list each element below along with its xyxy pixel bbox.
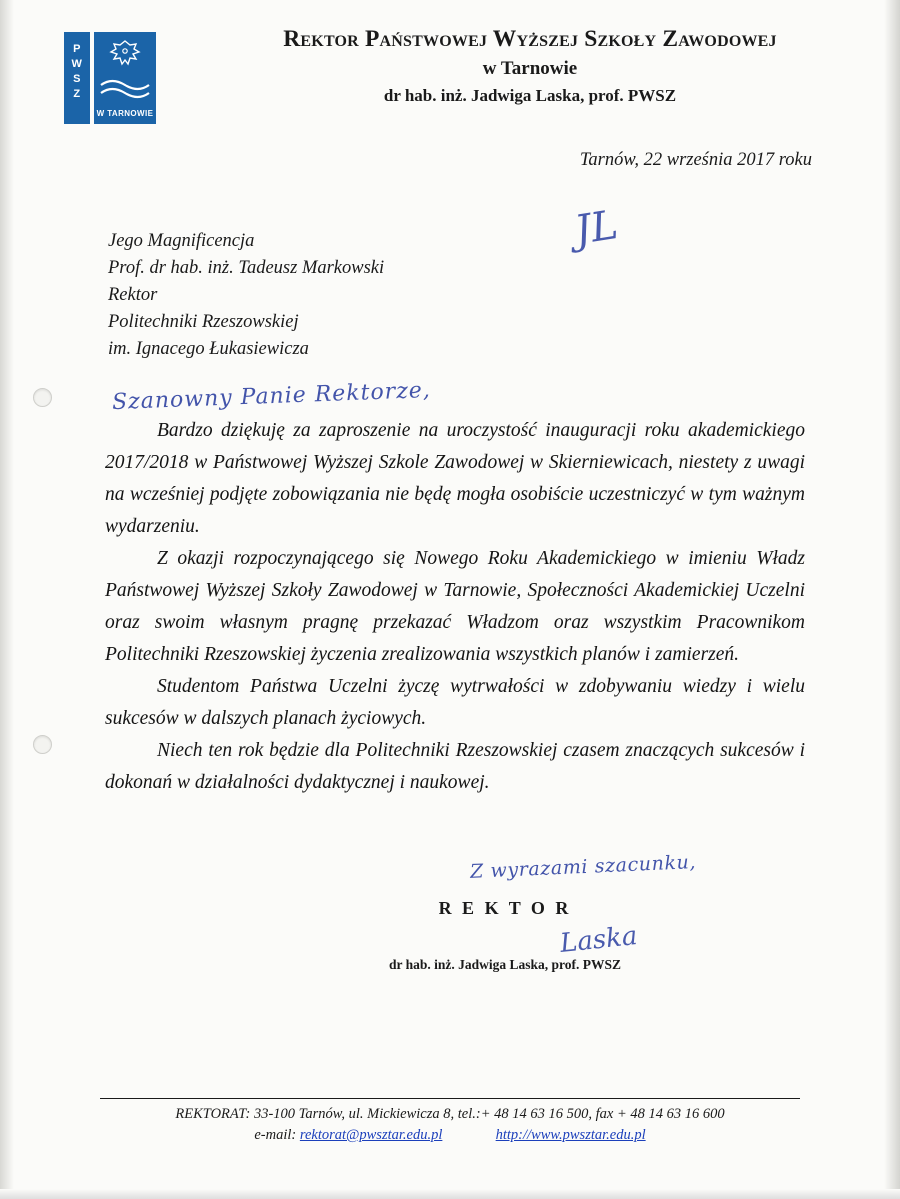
handwritten-greeting: Szanowny Panie Rektorze, xyxy=(111,377,432,416)
letterhead-title: Rektor Państwowej Wyższej Szkoły Zawodowej xyxy=(283,26,777,52)
footer-contacts xyxy=(0,1125,900,1146)
addressee-line: im. Ignacego Łukasiewicza xyxy=(108,339,309,359)
punch-hole xyxy=(33,388,52,407)
logo-caption: W TARNOWIE xyxy=(96,109,154,118)
scan-edge-left xyxy=(0,0,14,1199)
addressee-line: Jego Magnificencja xyxy=(108,231,255,251)
letterhead-city: w Tarnowie xyxy=(482,58,578,79)
addressee-line: Rektor xyxy=(108,285,158,305)
body-paragraph: Z okazji rozpoczynającego się Nowego Roku Akademickiego w imieniu Władz Państwowej Wyższej Szkoły Zawodowej w Tarnowie, Społeczności Akademickiej Uczelni oraz swoim własnym pragnę przekazać Władzom oraz wszystkim Pracownikom Politechniki Rzeszowskiej życzenia zrealizowania wszystkich planów i zamierzeń. xyxy=(105,548,805,665)
letter-body xyxy=(105,415,805,799)
footer xyxy=(0,1104,900,1146)
footer-website-link[interactable]: http://www.pwsztar.edu.pl xyxy=(495,1127,646,1143)
footer-email-link[interactable]: rektorat@pwsztar.edu.pl xyxy=(299,1127,443,1143)
body-paragraph: Studentom Państwa Uczelni życzę wytrwałości w zdobywaniu wiedzy i wielu sukcesów w dalszych planach życiowych. xyxy=(105,676,805,729)
logo-letter-p: P xyxy=(73,43,81,55)
footer-email-label: e-mail: xyxy=(254,1127,297,1143)
footer-address: REKTORAT: 33-100 Tarnów, ul. Mickiewicza 8, tel.:+ 48 14 63 16 500, fax + 48 14 63 16 600 xyxy=(175,1106,725,1122)
signature-name: dr hab. inż. Jadwiga Laska, prof. PWSZ xyxy=(388,957,622,972)
logo-letters xyxy=(64,32,90,124)
scan-edge-right xyxy=(884,0,900,1199)
logo-letter-w: W xyxy=(71,58,83,70)
signature-role: R E K T O R xyxy=(438,898,572,918)
logo-letter-s: S xyxy=(73,73,81,85)
logo-letter-z: Z xyxy=(73,88,81,100)
letterhead-text xyxy=(180,26,880,106)
handwritten-initial-mark: JL xyxy=(571,201,621,255)
signature-block xyxy=(0,898,900,973)
handwritten-closing: Z wyrazami szacunku, xyxy=(469,851,697,883)
place-date: Tarnów, 22 września 2017 roku xyxy=(579,150,812,170)
footer-divider xyxy=(100,1098,800,1099)
letterhead-person: dr hab. inż. Jadwiga Laska, prof. PWSZ xyxy=(383,86,677,105)
punch-hole xyxy=(33,735,52,754)
addressee-line: Politechniki Rzeszowskiej xyxy=(108,312,299,332)
body-paragraph: Bardzo dziękuję za zaproszenie na uroczystość inauguracji roku akademickiego 2017/2018 w Państwowej Wyższej Szkole Zawodowej w Skierniewicach, niestety z uwagi na wcześniej podjęte zobowiązania nie będę mogła osobiście uczestniczyć w tym ważnym wydarzeniu. xyxy=(105,420,805,537)
addressee-line: Prof. dr hab. inż. Tadeusz Markowski xyxy=(108,258,385,278)
scan-edge-bottom xyxy=(0,1189,900,1199)
addressee-block xyxy=(108,228,384,363)
body-paragraph: Niech ten rok będzie dla Politechniki Rzeszowskiej czasem znaczących sukcesów i dokonań w działalności dydaktycznej i naukowej. xyxy=(105,740,805,793)
eagle-icon xyxy=(108,39,142,69)
wave-icon xyxy=(99,78,151,100)
handwritten-signature: Laska xyxy=(558,921,639,959)
letterhead xyxy=(0,26,900,126)
pwsz-logo xyxy=(56,26,166,126)
logo-emblem xyxy=(94,32,156,124)
